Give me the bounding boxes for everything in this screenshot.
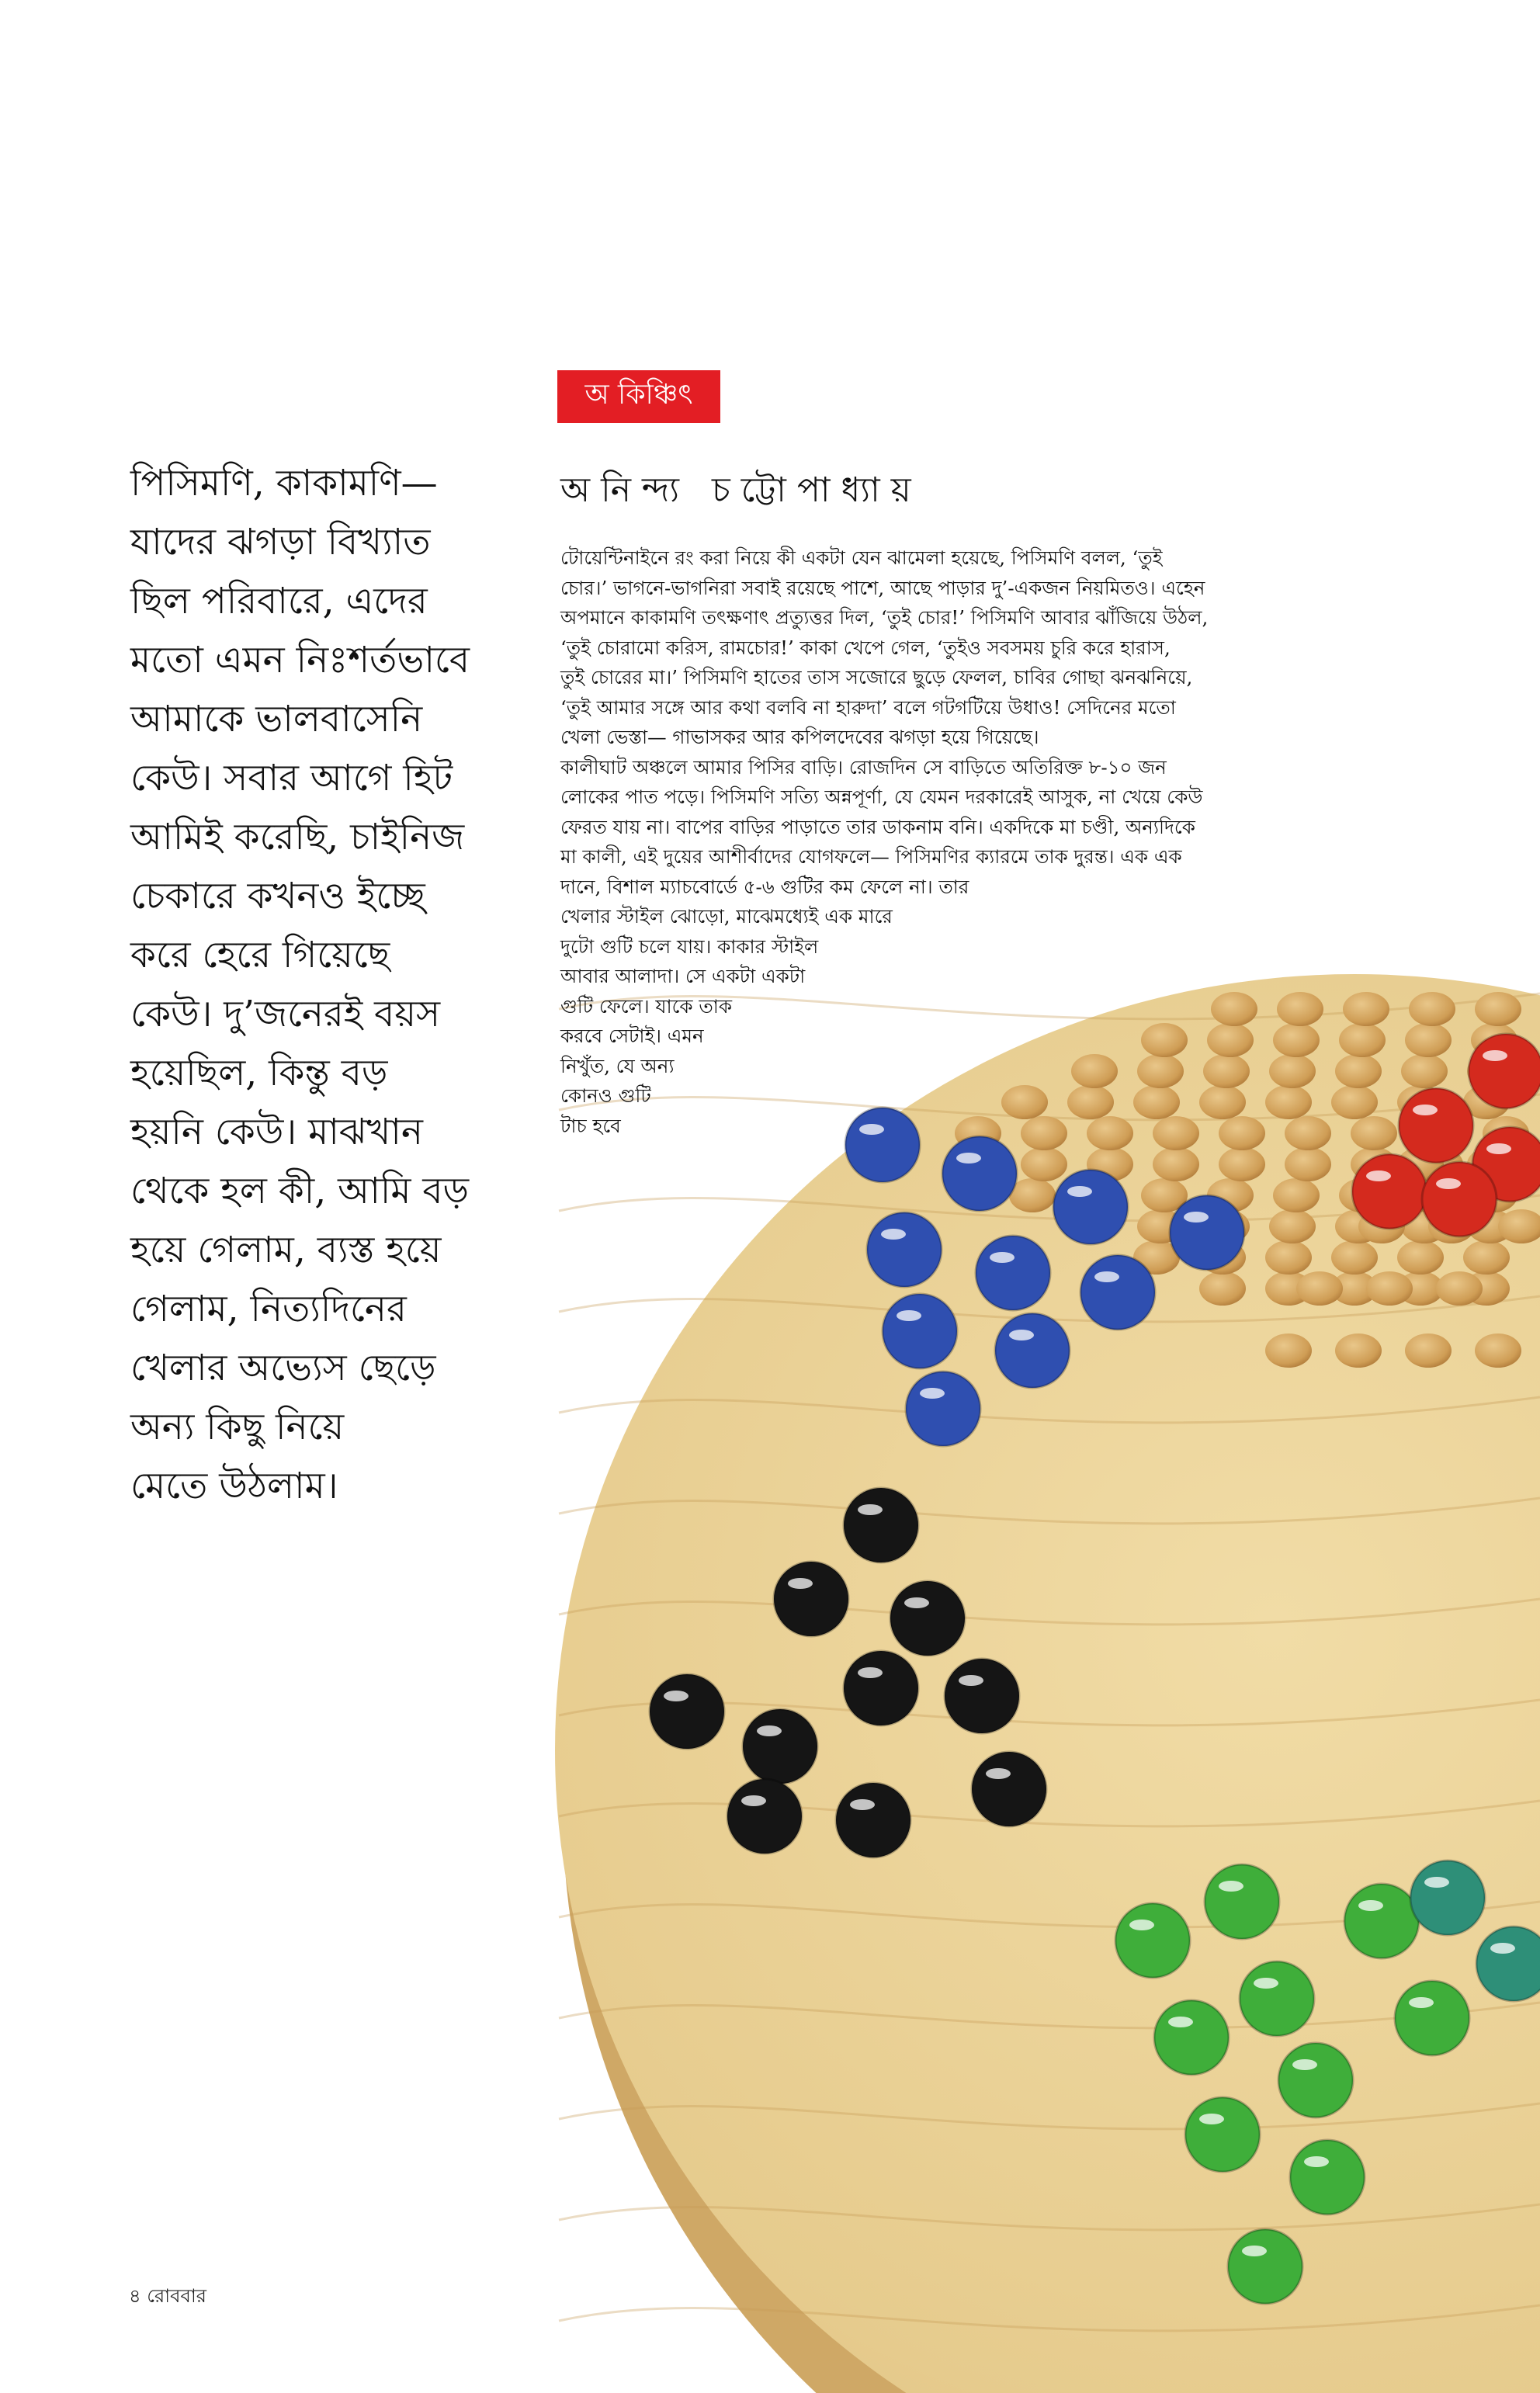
author-byline: অনিন্দ্য চট্টোপাধ্যায় bbox=[560, 470, 922, 510]
teal-marble bbox=[1410, 1861, 1485, 1935]
article-body bbox=[560, 543, 1208, 1141]
board-hole bbox=[1269, 1054, 1316, 1088]
pull-quote-line: আমিই করেছি, চাইনিজ bbox=[130, 816, 465, 858]
green-marble bbox=[1344, 1884, 1419, 1958]
board-hole bbox=[1273, 1178, 1320, 1212]
red-marble bbox=[1399, 1088, 1473, 1163]
section-tag: অ কিঞ্চিৎ bbox=[557, 370, 720, 423]
black-marble bbox=[890, 1581, 965, 1656]
green-marble bbox=[1154, 2000, 1229, 2075]
teal-marble bbox=[1476, 1927, 1540, 2001]
green-marble bbox=[1185, 2097, 1260, 2172]
pull-quote-line: হয়নি কেউ। মাঝখান bbox=[130, 1111, 423, 1153]
black-marble bbox=[972, 1752, 1046, 1826]
pull-quote-line: মতো এমন নিঃশর্তভাবে bbox=[130, 639, 470, 681]
blue-marble bbox=[867, 1212, 942, 1287]
green-marble bbox=[1290, 2140, 1365, 2214]
green-marble bbox=[1228, 2229, 1302, 2304]
red-marble bbox=[1469, 1034, 1540, 1108]
body-line: গুটি ফেলে। যাকে তাক bbox=[560, 994, 732, 1018]
board-hole bbox=[1405, 1333, 1452, 1368]
body-line: কালীঘাট অঞ্চলে আমার পিসির বাড়ি। রোজদিন সে বাড়িতে অতিরিক্ত ৮-১০ জন bbox=[560, 755, 1167, 779]
body-line: ‘তুই আমার সঙ্গে আর কথা বলবি না হারুদা’ বলে গটগটিয়ে উধাও! সেদিনের মতো bbox=[560, 695, 1176, 719]
board-hole bbox=[1269, 1209, 1316, 1243]
board-hole bbox=[1401, 1054, 1448, 1088]
black-marble bbox=[743, 1709, 817, 1784]
pull-quote-line: আমাকে ভালবাসেনি bbox=[130, 698, 423, 740]
board-hole bbox=[1436, 1271, 1483, 1306]
blue-marble bbox=[995, 1313, 1070, 1388]
pull-quote-line: করে হেরে গিয়েছে bbox=[130, 934, 390, 976]
body-line: নিখুঁত, যে অন্য bbox=[560, 1054, 675, 1077]
body-line: টাচ হবে bbox=[560, 1114, 621, 1137]
board-hole bbox=[1351, 1116, 1397, 1150]
board-hole bbox=[1366, 1271, 1413, 1306]
board-hole bbox=[1343, 992, 1389, 1026]
pull-quote-line: অন্য কিছু নিয়ে bbox=[130, 1406, 345, 1448]
board-hole bbox=[1335, 1054, 1382, 1088]
body-line: চোর।’ ভাগনে-ভাগনিরা সবাই রয়েছে পাশে, আছে পাড়ার দু’-একজন নিয়মিতও। এহেন bbox=[560, 576, 1205, 599]
green-marble bbox=[1395, 1981, 1469, 2055]
page-folio: ৪ রোববার bbox=[129, 2285, 206, 2307]
blue-marble bbox=[883, 1294, 957, 1368]
board-hole bbox=[1203, 1054, 1250, 1088]
board-hole bbox=[1475, 1333, 1521, 1368]
blue-marble bbox=[976, 1236, 1050, 1310]
black-marble bbox=[836, 1783, 910, 1857]
board-hole bbox=[1211, 992, 1257, 1026]
board-hole bbox=[1219, 1116, 1265, 1150]
board-hole bbox=[1265, 1240, 1312, 1275]
body-line: কোনও গুটি bbox=[560, 1084, 651, 1107]
pull-quote-line: কেউ। দু’জনেরই বয়স bbox=[130, 993, 441, 1035]
black-marble bbox=[774, 1562, 848, 1636]
board-hole bbox=[1273, 1023, 1320, 1057]
black-marble bbox=[844, 1488, 918, 1562]
body-line: ‘তুই চোরামো করিস, রামচোর!’ কাকা খেপে গেল, ‘তুইও সবসময় চুরি করে হারাস, bbox=[560, 636, 1171, 659]
pull-quote-line: চেকারে কখনও ইচ্ছে bbox=[130, 875, 425, 917]
red-marble bbox=[1422, 1162, 1497, 1236]
green-marble bbox=[1115, 1903, 1190, 1978]
board-hole bbox=[1475, 992, 1521, 1026]
body-line: দুটো গুটি চলে যায়। কাকার স্টাইল bbox=[560, 935, 819, 958]
body-line: আবার আলাদা। সে একটা একটা bbox=[560, 965, 806, 987]
pull-quote-line: কেউ। সবার আগে হিট bbox=[130, 757, 453, 799]
board-hole bbox=[1265, 1085, 1312, 1119]
board-hole bbox=[1405, 1023, 1452, 1057]
body-line: অপমানে কাকামণি তৎক্ষণাৎ প্রত্যুত্তর দিল, ‘তুই চোর!’ পিসিমণি আবার ঝাঁজিয়ে উঠল, bbox=[560, 606, 1209, 629]
body-line: টোয়েন্টিনাইনে রং করা নিয়ে কী একটা যেন ঝামেলা হয়েছে, পিসিমণি বলল, ‘তুই bbox=[560, 546, 1163, 569]
pull-quote-line: পিসিমণি, কাকামণি— bbox=[130, 462, 438, 505]
pull-quote-line: মেতে উঠলাম। bbox=[130, 1465, 338, 1507]
green-marble bbox=[1240, 1961, 1314, 2036]
blue-marble bbox=[1080, 1255, 1155, 1330]
board-hole bbox=[1331, 1085, 1378, 1119]
pull-quote-line: হয়েছিল, কিন্তু বড় bbox=[130, 1052, 388, 1094]
board-hole bbox=[1285, 1116, 1331, 1150]
board-hole bbox=[1207, 1023, 1254, 1057]
pull-quote-line: গেলাম, নিত্যদিনের bbox=[130, 1288, 407, 1330]
blue-marble bbox=[942, 1136, 1017, 1211]
body-line: খেলার স্টাইল ঝোড়ো, মাঝেমধ্যেই এক মারে bbox=[560, 905, 893, 928]
board-hole bbox=[1331, 1240, 1378, 1275]
green-marble bbox=[1205, 1864, 1279, 1939]
pull-quote-line: ছিল পরিবারে, এদের bbox=[130, 580, 428, 623]
black-marble bbox=[650, 1674, 724, 1749]
pull-quote-line: হয়ে গেলাম, ব্যস্ত হয়ে bbox=[130, 1229, 442, 1271]
body-line: মা কালী, এই দুয়ের আশীর্বাদের যোগফলে— পিসিমণির ক্যারমে তাক দুরন্ত। এক এক bbox=[560, 845, 1182, 868]
black-marble bbox=[727, 1779, 802, 1854]
board-hole bbox=[1021, 1147, 1067, 1181]
board-hole bbox=[1296, 1271, 1343, 1306]
pull-quote-line: থেকে হল কী, আমি বড় bbox=[130, 1170, 470, 1212]
pull-quote-line: যাদের ঝগড়া বিখ্যাত bbox=[130, 521, 431, 564]
board-hole bbox=[1285, 1147, 1331, 1181]
board-hole bbox=[1339, 1023, 1386, 1057]
board-hole bbox=[1265, 1333, 1312, 1368]
pull-quote-line: খেলার অভ্যেস ছেড়ে bbox=[130, 1347, 436, 1389]
board-hole bbox=[1277, 992, 1323, 1026]
blue-marble bbox=[1053, 1170, 1128, 1244]
body-line: করবে সেটাই। এমন bbox=[560, 1025, 704, 1047]
body-line: ফেরত যায় না। বাপের বাড়ির পাড়াতে তার ডাকনাম বনি। একদিকে মা চণ্ডী, অন্যদিকে bbox=[560, 815, 1195, 838]
body-line: খেলা ভেস্তা— গাভাসকর আর কপিলদেবের ঝগড়া হয়ে গিয়েছে। bbox=[560, 726, 1039, 748]
body-line: তুই চোরের মা।’ পিসিমণি হাতের তাস সজোরে ছুড়ে ফেলল, চাবির গোছা ঝনঝনিয়ে, bbox=[560, 666, 1193, 688]
black-marble bbox=[844, 1651, 918, 1725]
green-marble bbox=[1278, 2043, 1353, 2117]
board-hole bbox=[1219, 1147, 1265, 1181]
board-hole bbox=[1335, 1333, 1382, 1368]
board-hole bbox=[1463, 1240, 1510, 1275]
body-line: দানে, বিশাল ম্যাচবোর্ডে ৫-৬ গুটির কম ফেলে না। তার bbox=[560, 875, 969, 898]
body-line: লোকের পাত পড়ে। পিসিমণি সত্যি অন্নপূর্ণা, যে যেমন দরকারেই আসুক, না খেয়ে কেউ bbox=[560, 786, 1203, 808]
board-hole bbox=[1199, 1271, 1246, 1306]
blue-marble bbox=[906, 1372, 980, 1446]
board-hole bbox=[1409, 992, 1455, 1026]
blue-marble bbox=[1170, 1195, 1244, 1270]
black-marble bbox=[945, 1659, 1019, 1733]
board-hole bbox=[1153, 1147, 1199, 1181]
board-hole bbox=[1397, 1240, 1444, 1275]
red-marble bbox=[1352, 1154, 1427, 1229]
